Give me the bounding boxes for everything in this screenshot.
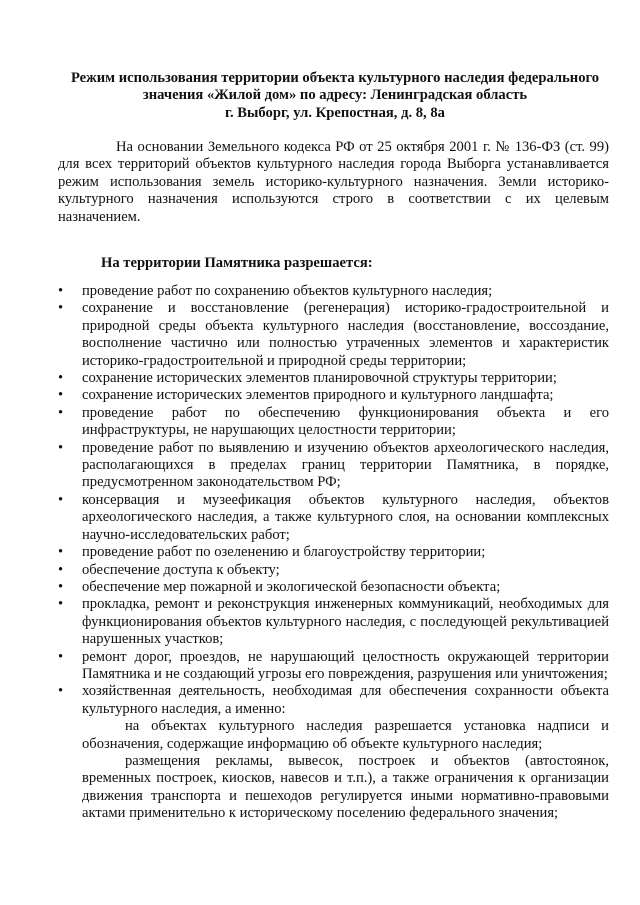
list-item: • консервация и музеефикация объектов культурного наследия, объектов археологического наследия, а также культурного слоя, на основании комплексных научно-исследовательских работ; [58,492,609,544]
list-item: • сохранение исторических элементов планировочной структуры территории; [58,370,609,387]
list-item: • обеспечение доступа к объекту; [58,562,609,579]
sub-paragraph: на объектах культурного наследия разрешается установка надписи и обозначения, содержащие информацию об объекте культурного наследия; [82,718,609,752]
list-item: • обеспечение мер пожарной и экологической безопасности объекта; [58,579,609,596]
list-item: • сохранение исторических элементов природного и культурного ландшафта; [58,387,609,404]
section-heading: На территории Памятника разрешается: [101,255,373,271]
list-item: • прокладка, ремонт и реконструкция инженерных коммуникаций, необходимых для функционирования объектов культурного наследия, с последующей рекультивацией нарушенных участков; [58,596,609,648]
list-item: • проведение работ по озеленению и благоустройству территории; [58,544,609,561]
list-item: • проведение работ по выявлению и изучению объектов археологического наследия, располагающихся в пределах границ территории Памятника, в порядке, предусмотренном законодательством РФ; [58,440,609,492]
list-item: • ремонт дорог, проездов, не нарушающий целостность окружающей территории Памятника и не создающий угрозы его повреждения, разрушения или уничтожения; [58,649,609,684]
permitted-list [58,283,609,823]
title-line-3: г. Выборг, ул. Крепостная, д. 8, 8а [225,104,445,121]
intro-paragraph: На основании Земельного кодекса РФ от 25 октября 2001 г. № 136-ФЗ (ст. 99) для всех территорий объектов культурного наследия города Выборга устанавливается режим использования земель историко-культурного назначения. Земли историко-культурного назначения используются строго в соответствии с их целевым назначением. [58,139,609,225]
list-item: • проведение работ по сохранению объектов культурного наследия; [58,283,609,300]
list-item-with-subitems [58,683,609,822]
document-title [50,70,620,122]
title-line-1: Режим использования территории объекта культурного наследия федерального [70,70,600,86]
sub-paragraphs [58,718,609,822]
list-item-text: хозяйственная деятельность, необходимая для обеспечения сохранности объекта культурного наследия, а именно: [82,683,609,717]
title-line-2: значения «Жилой дом» по адресу: Ленинградская область [142,87,528,104]
sub-paragraph: размещения рекламы, вывесок, построек и объектов (автостоянок, временных построек, киосков, навесов и т.п.), а также ограничения к организации движения транспорта и пешеходов регулируется иными нормативно-правовыми актами применительно к историческому поселению федерального значения; [82,752,609,822]
list-item: • проведение работ по обеспечению функционирования объекта и его инфраструктуры, не нарушающих целостности территории; [58,405,609,440]
list-item: • сохранение и восстановление (регенерация) историко-градостроительной и природной среды объекта культурного наследия (восстановление, воссоздание, восполнение частично или полностью утраченных элементов и характеристик историко-градостроительной и природной среды территории; [58,300,609,370]
